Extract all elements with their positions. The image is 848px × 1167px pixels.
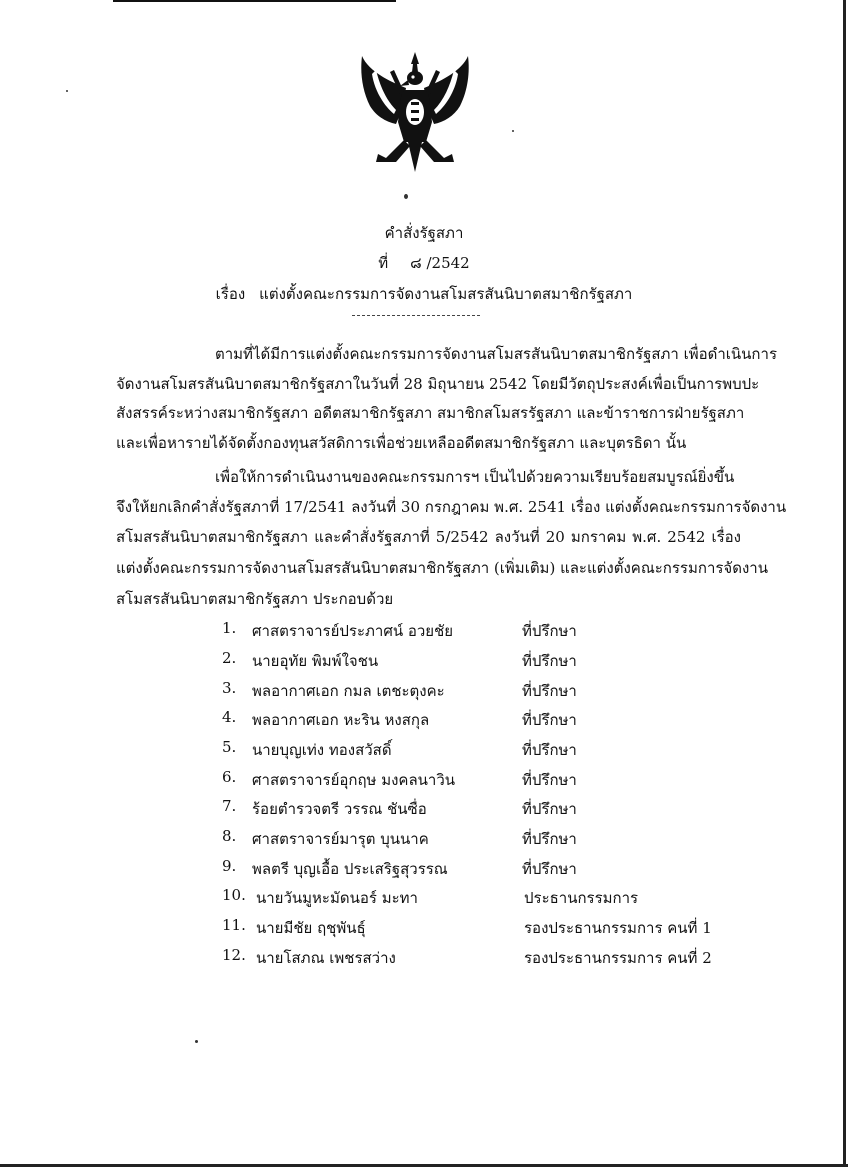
- member-role: ที่ปรึกษา: [522, 741, 577, 759]
- document-title: คำสั่งรัฐสภา: [384, 224, 464, 242]
- scan-speck: [512, 130, 514, 132]
- member-number: 11.: [222, 916, 246, 934]
- member-role: ที่ปรึกษา: [522, 622, 577, 640]
- document-number: [0, 251, 848, 275]
- paragraph-line: ตามที่ได้มีการแต่งตั้งคณะกรรมการจัดงานสโมสรสันนิบาตสมาชิกรัฐสภา เพื่อดำเนินการ: [215, 345, 777, 363]
- member-number: 7.: [222, 797, 237, 815]
- member-number: 1.: [222, 619, 237, 637]
- member-name: นายอุทัย พิมพ์ใจชน: [252, 652, 379, 670]
- member-role: ประธานกรรมการ: [524, 889, 639, 907]
- member-role: ที่ปรึกษา: [522, 711, 577, 729]
- title-divider: [352, 315, 480, 316]
- member-number: 5.: [222, 738, 237, 756]
- garuda-emblem-icon: [356, 50, 474, 175]
- scan-speck: [195, 1040, 198, 1043]
- member-number: 2.: [222, 649, 237, 667]
- number-value: ๘ /2542: [410, 254, 470, 272]
- subject-text: แต่งตั้งคณะกรรมการจัดงานสโมสรสันนิบาตสมาชิกรัฐสภา: [259, 285, 633, 303]
- member-number: 4.: [222, 708, 237, 726]
- member-role: รองประธานกรรมการ คนที่ 1: [524, 919, 712, 937]
- top-rule: [113, 0, 396, 2]
- member-number: 8.: [222, 827, 237, 845]
- scan-speck: [404, 194, 408, 199]
- member-number: 3.: [222, 679, 237, 697]
- member-name: นายวันมูหะมัดนอร์ มะทา: [256, 889, 418, 907]
- member-name: ร้อยตำรวจตรี วรรณ ชันซื่อ: [252, 800, 427, 818]
- member-role: ที่ปรึกษา: [522, 830, 577, 848]
- member-name: นายบุญเท่ง ทองสวัสดิ์: [252, 741, 392, 759]
- member-name: ศาสตราจารย์ประภาศน์ อวยชัย: [252, 622, 454, 640]
- member-name: พลอากาศเอก หะริน หงสกุล: [252, 711, 430, 729]
- paragraph-line: จึงให้ยกเลิกคำสั่งรัฐสภาที่ 17/2541 ลงวันที่ 30 กรกฎาคม พ.ศ. 2541 เรื่อง แต่งตั้งคณะกรรมการจัดงาน: [116, 498, 787, 516]
- paragraph-line: สโมสรสันนิบาตสมาชิกรัฐสภา และคำสั่งรัฐสภาที่ 5/2542 ลงวันที่ 20 มกราคม พ.ศ. 2542 เรื่อง: [116, 528, 741, 546]
- paragraph-line: สโมสรสันนิบาตสมาชิกรัฐสภา ประกอบด้วย: [116, 590, 394, 608]
- member-number: 10.: [222, 886, 246, 904]
- number-label: ที่: [378, 254, 389, 272]
- member-number: 12.: [222, 946, 246, 964]
- member-role: ที่ปรึกษา: [522, 771, 577, 789]
- subject-label: เรื่อง: [215, 285, 246, 303]
- member-name: นายโสภณ เพชรสว่าง: [256, 949, 396, 967]
- scan-speck: [66, 90, 68, 92]
- member-name: พลอากาศเอก กมล เตชะตุงคะ: [252, 682, 445, 700]
- member-role: ที่ปรึกษา: [522, 682, 577, 700]
- paragraph-line: จัดงานสโมสรสันนิบาตสมาชิกรัฐสภาในวันที่ 28 มิถุนายน 2542 โดยมีวัตถุประสงค์เพื่อเป็นการพบปะ: [116, 375, 760, 393]
- member-role: ที่ปรึกษา: [522, 860, 577, 878]
- member-role: รองประธานกรรมการ คนที่ 2: [524, 949, 712, 967]
- member-name: ศาสตราจารย์มารุต บุนนาค: [252, 830, 429, 848]
- document-subject: [0, 282, 848, 306]
- member-name: พลตรี บุญเอื้อ ประเสริฐสุวรรณ: [252, 860, 448, 878]
- member-name: ศาสตราจารย์อุกฤษ มงคลนาวิน: [252, 771, 455, 789]
- paragraph-line: แต่งตั้งคณะกรรมการจัดงานสโมสรสันนิบาตสมาชิกรัฐสภา (เพิ่มเติม) และแต่งตั้งคณะกรรมการจัดงาน: [116, 559, 768, 577]
- paragraph-line: สังสรรค์ระหว่างสมาชิกรัฐสภา อดีตสมาชิกรัฐสภา สมาชิกสโมสรรัฐสภา และข้าราชการฝ่ายรัฐสภา: [116, 404, 745, 422]
- member-name: นายมีชัย ฤชุพันธุ์: [256, 919, 366, 937]
- paragraph-line: และเพื่อหารายได้จัดตั้งกองทุนสวัสดิการเพื่อช่วยเหลืออดีตสมาชิกรัฐสภา และบุตรธิดา นั้น: [116, 434, 687, 452]
- member-role: ที่ปรึกษา: [522, 652, 577, 670]
- scan-edge-right: [843, 0, 846, 1167]
- member-role: ที่ปรึกษา: [522, 800, 577, 818]
- member-number: 9.: [222, 857, 237, 875]
- member-number: 6.: [222, 768, 237, 786]
- paragraph-line: เพื่อให้การดำเนินงานของคณะกรรมการฯ เป็นไปด้วยความเรียบร้อยสมบูรณ์ยิ่งขึ้น: [215, 468, 735, 486]
